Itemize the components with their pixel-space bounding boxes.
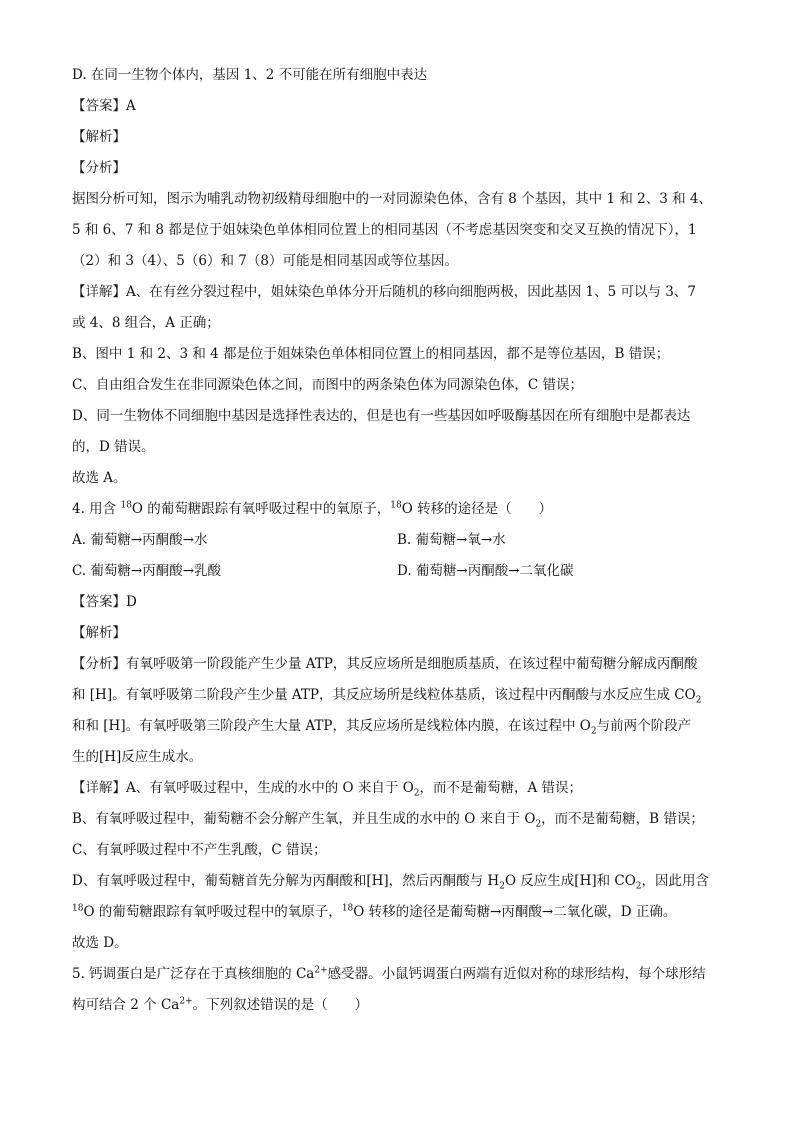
q3-option-d: D. 在同一生物个体内，基因 1、2 不可能在所有细胞中表达 <box>72 67 428 83</box>
q4-options-row-2 <box>72 560 722 582</box>
q4-detail-c: C、有氧呼吸过程中不产生乳酸，C 错误； <box>72 842 327 858</box>
q4-fenxi-line-2 <box>72 684 722 706</box>
q3-fenxi-line-2: 5 和 6、7 和 8 都是位于姐妹染色单体相同位置上的相同基因（不考虑基因突变和交叉互换的情况下），1 <box>72 222 697 238</box>
q4-stem-mid: O 的葡萄糖跟踪有氧呼吸过程中的氧原子， <box>131 501 391 517</box>
q4-detail-e-sup-1: 18 <box>72 903 84 914</box>
q4-detail-d-sub-1: 2 <box>499 881 505 892</box>
q3-detail-line-3: B、图中 1 和 2、3 和 4 都是位于姐妹染色单体相同位置上的相同基因，都不是等位基因，B 错误； <box>72 346 670 362</box>
q4-fenxi-line-3-tail: 与前两个阶段产 <box>596 718 692 734</box>
q4-detail-d-post: ，因此用含 <box>641 873 710 889</box>
q4-detail-b-pre: B、有氧呼吸过程中，葡萄糖不会分解产生氧，并且生成的水中的 O 来自于 O <box>72 811 536 827</box>
q4-detail-e-post: O 转移的途径是葡萄糖→丙酮酸→二氧化碳，D 正确。 <box>353 904 677 920</box>
q3-detail-line-4: C、自由组合发生在非同源染色体之间，而图中的两条染色体为同源染色体，C 错误； <box>72 377 583 393</box>
q5-stem-line-1-post: 感受器。小鼠钙调蛋白两端有近似对称的球形结构，每个球形结 <box>327 966 706 982</box>
q4-detail-b-post: ，而不是葡萄糖，B 错误； <box>541 811 704 827</box>
q4-detail-d-sub-2: 2 <box>635 881 642 892</box>
q4-detail-a-sub: 2 <box>413 788 420 799</box>
q3-detail-line-1: 【详解】A、在有丝分裂过程中，姐妹染色单体分开后随机的移向细胞两极，因此基因 1、5 可以与 3、7 <box>72 284 696 300</box>
q4-fenxi-line-2-text: 和 [H]。有氧呼吸第二阶段产生少量 ATP，其反应场所是线粒体基质，该过程中丙酮酸与水反应生成 CO <box>72 687 696 703</box>
document-page <box>72 64 722 1025</box>
q4-conclusion: 故选 D。 <box>72 935 128 951</box>
q4-fenxi-line-3-sub: 2 <box>590 726 597 737</box>
q4-detail-e-mid: O 的葡萄糖跟踪有氧呼吸过程中的氧原子， <box>83 904 342 920</box>
q3-answer: 【答案】A <box>72 98 136 114</box>
q4-detail-a <box>72 777 722 799</box>
q4-detail-b <box>72 808 722 830</box>
q5-stem-line-2-sup: 2+ <box>179 996 193 1007</box>
q3-fenxi-line-3: （2）和 3（4）、5（6）和 7（8）可能是相同基因或等位基因。 <box>72 253 458 269</box>
q5-stem-line-1 <box>72 963 722 985</box>
q4-fenxi-line-3 <box>72 715 722 737</box>
q4-option-c: C. 葡萄糖→丙酮酸→乳酸 <box>72 563 222 579</box>
q4-stem-post: O 转移的途径是（ ） <box>401 501 553 517</box>
q4-detail-d <box>72 870 722 892</box>
q4-stem <box>72 498 722 520</box>
q4-fenxi-line-4: 生的[H]反应生成水。 <box>72 749 203 765</box>
q5-stem-line-2 <box>72 994 722 1016</box>
q4-options-row-1 <box>72 529 722 551</box>
q4-detail-a-post: ，而不是葡萄糖，A 错误； <box>419 780 583 796</box>
q3-fenxi-line-1: 据图分析可知，图示为哺乳动物初级精母细胞中的一对同源染色体，含有 8 个基因，其中 1 和 2、3 和 4、 <box>72 191 712 207</box>
q4-fenxi-line-3-text: 和和 [H]。有氧呼吸第三阶段产生大量 ATP，其反应场所是线粒体内膜，在该过程中 O <box>72 718 591 734</box>
q4-analysis-label: 【解析】 <box>72 625 126 641</box>
q4-option-a: A. 葡萄糖→丙酮酸→水 <box>72 532 208 548</box>
q4-detail-a-pre: 【详解】A、有氧呼吸过程中，生成的水中的 O 来自于 O <box>72 780 414 796</box>
q5-stem-line-2-post: 。下列叙述错误的是（ ） <box>192 997 369 1013</box>
q4-option-d: D. 葡萄糖→丙酮酸→二氧化碳 <box>397 563 574 579</box>
q5-stem-line-1-sup: 2+ <box>314 965 328 976</box>
q4-stem-sup-2: 18 <box>390 500 402 511</box>
q3-fenxi-label: 【分析】 <box>72 160 126 176</box>
q3-analysis-label: 【解析】 <box>72 129 126 145</box>
q3-detail-line-5: D、同一生物体不同细胞中基因是选择性表达的，但是也有一些基因如呼吸酶基因在所有细胞中是都表达 <box>72 408 691 424</box>
q4-fenxi-line-2-sub: 2 <box>695 695 702 706</box>
q3-conclusion: 故选 A。 <box>72 470 127 486</box>
q4-detail-e-sup-2: 18 <box>341 903 354 914</box>
q4-fenxi-line-1: 【分析】有氧呼吸第一阶段能产生少量 ATP，其反应场所是细胞质基质，在该过程中葡萄糖分解成丙酮酸 <box>72 656 698 672</box>
q4-detail-d-mid: O 反应生成[H]和 CO <box>504 873 636 889</box>
q4-detail-b-sub: 2 <box>535 819 542 830</box>
q3-detail-line-6: 的，D 错误。 <box>72 439 155 455</box>
q4-option-b: B. 葡萄糖→氧→水 <box>397 532 506 548</box>
q5-stem-line-2-pre: 构可结合 2 个 Ca <box>72 997 180 1013</box>
q4-stem-pre: 4. 用含 <box>72 501 121 517</box>
q5-stem-line-1-pre: 5. 钙调蛋白是广泛存在于真核细胞的 Ca <box>72 966 315 982</box>
q3-detail-line-2: 或 4、8 组合，A 正确； <box>72 315 220 331</box>
q4-detail-e <box>72 901 722 923</box>
q4-stem-sup-1: 18 <box>120 500 132 511</box>
q4-answer: 【答案】D <box>72 594 137 610</box>
q4-detail-d-pre: D、有氧呼吸过程中，葡萄糖首先分解为丙酮酸和[H]，然后丙酮酸与 H <box>72 873 500 889</box>
